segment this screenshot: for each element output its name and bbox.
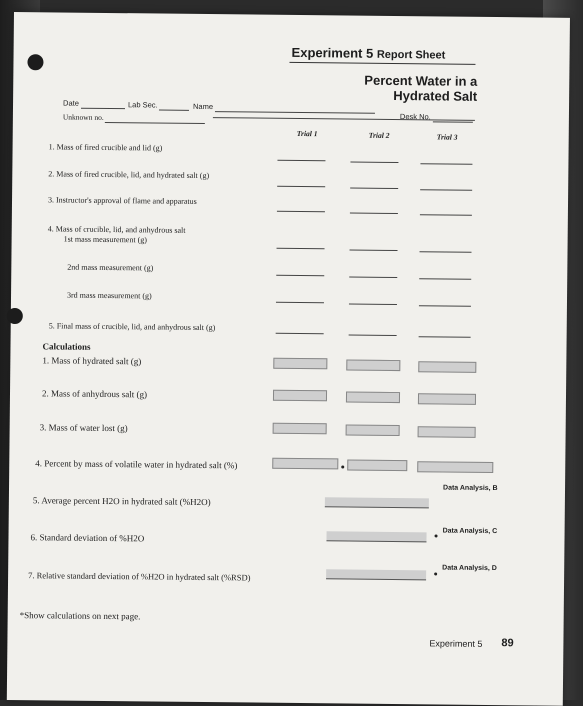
item-5-trial-2[interactable]	[349, 335, 397, 337]
item-1-label: 1. Mass of fired crucible and lid (g)	[48, 142, 163, 153]
unknown-no-field[interactable]	[105, 122, 205, 124]
calc-2-trial-1[interactable]	[273, 390, 327, 402]
trial-3-header: Trial 3	[436, 132, 458, 142]
desk-no-label: Desk No.	[399, 112, 431, 122]
page-title: Experiment 5 Report Sheet	[291, 44, 446, 62]
data-analysis-b: Data Analysis, B	[443, 484, 498, 493]
item-4-3rd-trial-1[interactable]	[276, 302, 324, 304]
item-3-label: 3. Instructor's approval of flame and apparatus	[47, 195, 197, 206]
item-4-2nd-trial-3[interactable]	[419, 278, 471, 280]
calc-1-trial-2[interactable]	[346, 359, 400, 371]
lab-sec-field[interactable]	[159, 110, 189, 111]
calculations-heading: Calculations	[42, 341, 91, 352]
item-4-2nd-trial-2[interactable]	[349, 277, 397, 279]
lab-sec-label: Lab Sec.	[127, 100, 158, 110]
calc-4-trial-3[interactable]	[417, 461, 493, 473]
data-analysis-c: Data Analysis, C	[442, 527, 498, 536]
calc-2-trial-3[interactable]	[418, 393, 476, 405]
item-4-1st-trial-2[interactable]	[350, 250, 398, 252]
trial-2-header: Trial 2	[368, 130, 390, 140]
calc-6-label: 6. Standard deviation of %H2O	[30, 532, 145, 544]
item-5-label: 5. Final mass of crucible, lid, and anhydrous salt (g)	[48, 321, 216, 333]
calc-4-bullet	[341, 465, 344, 468]
calc-1-trial-3[interactable]	[418, 361, 476, 373]
calc-2-label: 2. Mass of anhydrous salt (g)	[41, 388, 148, 400]
item-4-3rd-label: 3rd mass measurement (g)	[66, 290, 152, 301]
binder-hole-middle	[7, 308, 23, 324]
calc-5-answer[interactable]	[325, 497, 429, 508]
calc-4-trial-1[interactable]	[272, 458, 338, 470]
item-2-trial-2[interactable]	[350, 188, 398, 190]
trial-1-header: Trial 1	[296, 128, 318, 139]
show-calculations-note: *Show calculations on next page.	[19, 610, 141, 622]
title-underline	[289, 62, 475, 65]
name-label: Name	[192, 101, 214, 112]
calc-7-label: 7. Relative standard deviation of %H2O in hydrated salt (%RSD)	[28, 570, 251, 583]
item-4-2nd-trial-1[interactable]	[276, 275, 324, 277]
calc-1-label: 1. Mass of hydrated salt (g)	[42, 355, 142, 367]
calc-3-trial-1[interactable]	[273, 423, 327, 435]
calc-4-label: 4. Percent by mass of volatile water in hydrated salt (%)	[35, 458, 238, 471]
item-5-trial-3[interactable]	[419, 336, 471, 338]
calc-1-trial-1[interactable]	[273, 358, 327, 370]
unknown-no-label: Unknown no.	[62, 112, 104, 122]
calc-3-trial-2[interactable]	[346, 424, 400, 436]
item-4-label: 4. Mass of crucible, lid, and anhydrous salt	[47, 224, 186, 235]
item-4-1st-trial-1[interactable]	[277, 248, 325, 250]
item-4-1st-label: 1st mass measurement (g)	[63, 234, 147, 245]
calc-4-trial-2[interactable]	[347, 460, 407, 472]
calc-7-answer[interactable]	[326, 569, 426, 580]
page-subtitle: Percent Water in a Hydrated Salt	[364, 72, 478, 104]
item-4-3rd-trial-3[interactable]	[419, 305, 471, 307]
item-2-trial-1[interactable]	[277, 186, 325, 188]
item-3-trial-3[interactable]	[420, 214, 472, 216]
item-1-trial-3[interactable]	[420, 163, 472, 165]
item-1-trial-2[interactable]	[350, 162, 398, 164]
date-field[interactable]	[81, 108, 125, 109]
calc-7-bullet	[434, 572, 437, 575]
name-field[interactable]	[215, 111, 375, 114]
item-3-trial-1[interactable]	[277, 211, 325, 213]
item-2-label: 2. Mass of fired crucible, lid, and hydrated salt (g)	[48, 169, 210, 181]
item-4-2nd-label: 2nd mass measurement (g)	[67, 262, 154, 273]
item-2-trial-3[interactable]	[420, 189, 472, 191]
desk-no-field[interactable]	[433, 121, 473, 122]
calc-3-label: 3. Mass of water lost (g)	[39, 422, 128, 434]
footer-experiment: Experiment 5	[429, 638, 483, 649]
item-1-trial-1[interactable]	[277, 160, 325, 162]
date-label: Date	[63, 98, 79, 108]
calc-5-label: 5. Average percent H2O in hydrated salt (%H2O)	[32, 495, 211, 508]
item-5-trial-1[interactable]	[276, 333, 324, 335]
data-analysis-d: Data Analysis, D	[442, 564, 497, 573]
calc-6-bullet	[435, 534, 438, 537]
calc-2-trial-2[interactable]	[346, 391, 400, 403]
calc-6-answer[interactable]	[326, 531, 426, 542]
info-divider	[213, 117, 475, 121]
calc-3-trial-3[interactable]	[418, 426, 476, 438]
binder-hole-top	[27, 54, 43, 70]
page-number: 89	[501, 637, 514, 650]
item-3-trial-2[interactable]	[350, 213, 398, 215]
item-4-1st-trial-3[interactable]	[420, 251, 472, 253]
report-sheet	[7, 12, 570, 706]
item-4-3rd-trial-2[interactable]	[349, 304, 397, 306]
